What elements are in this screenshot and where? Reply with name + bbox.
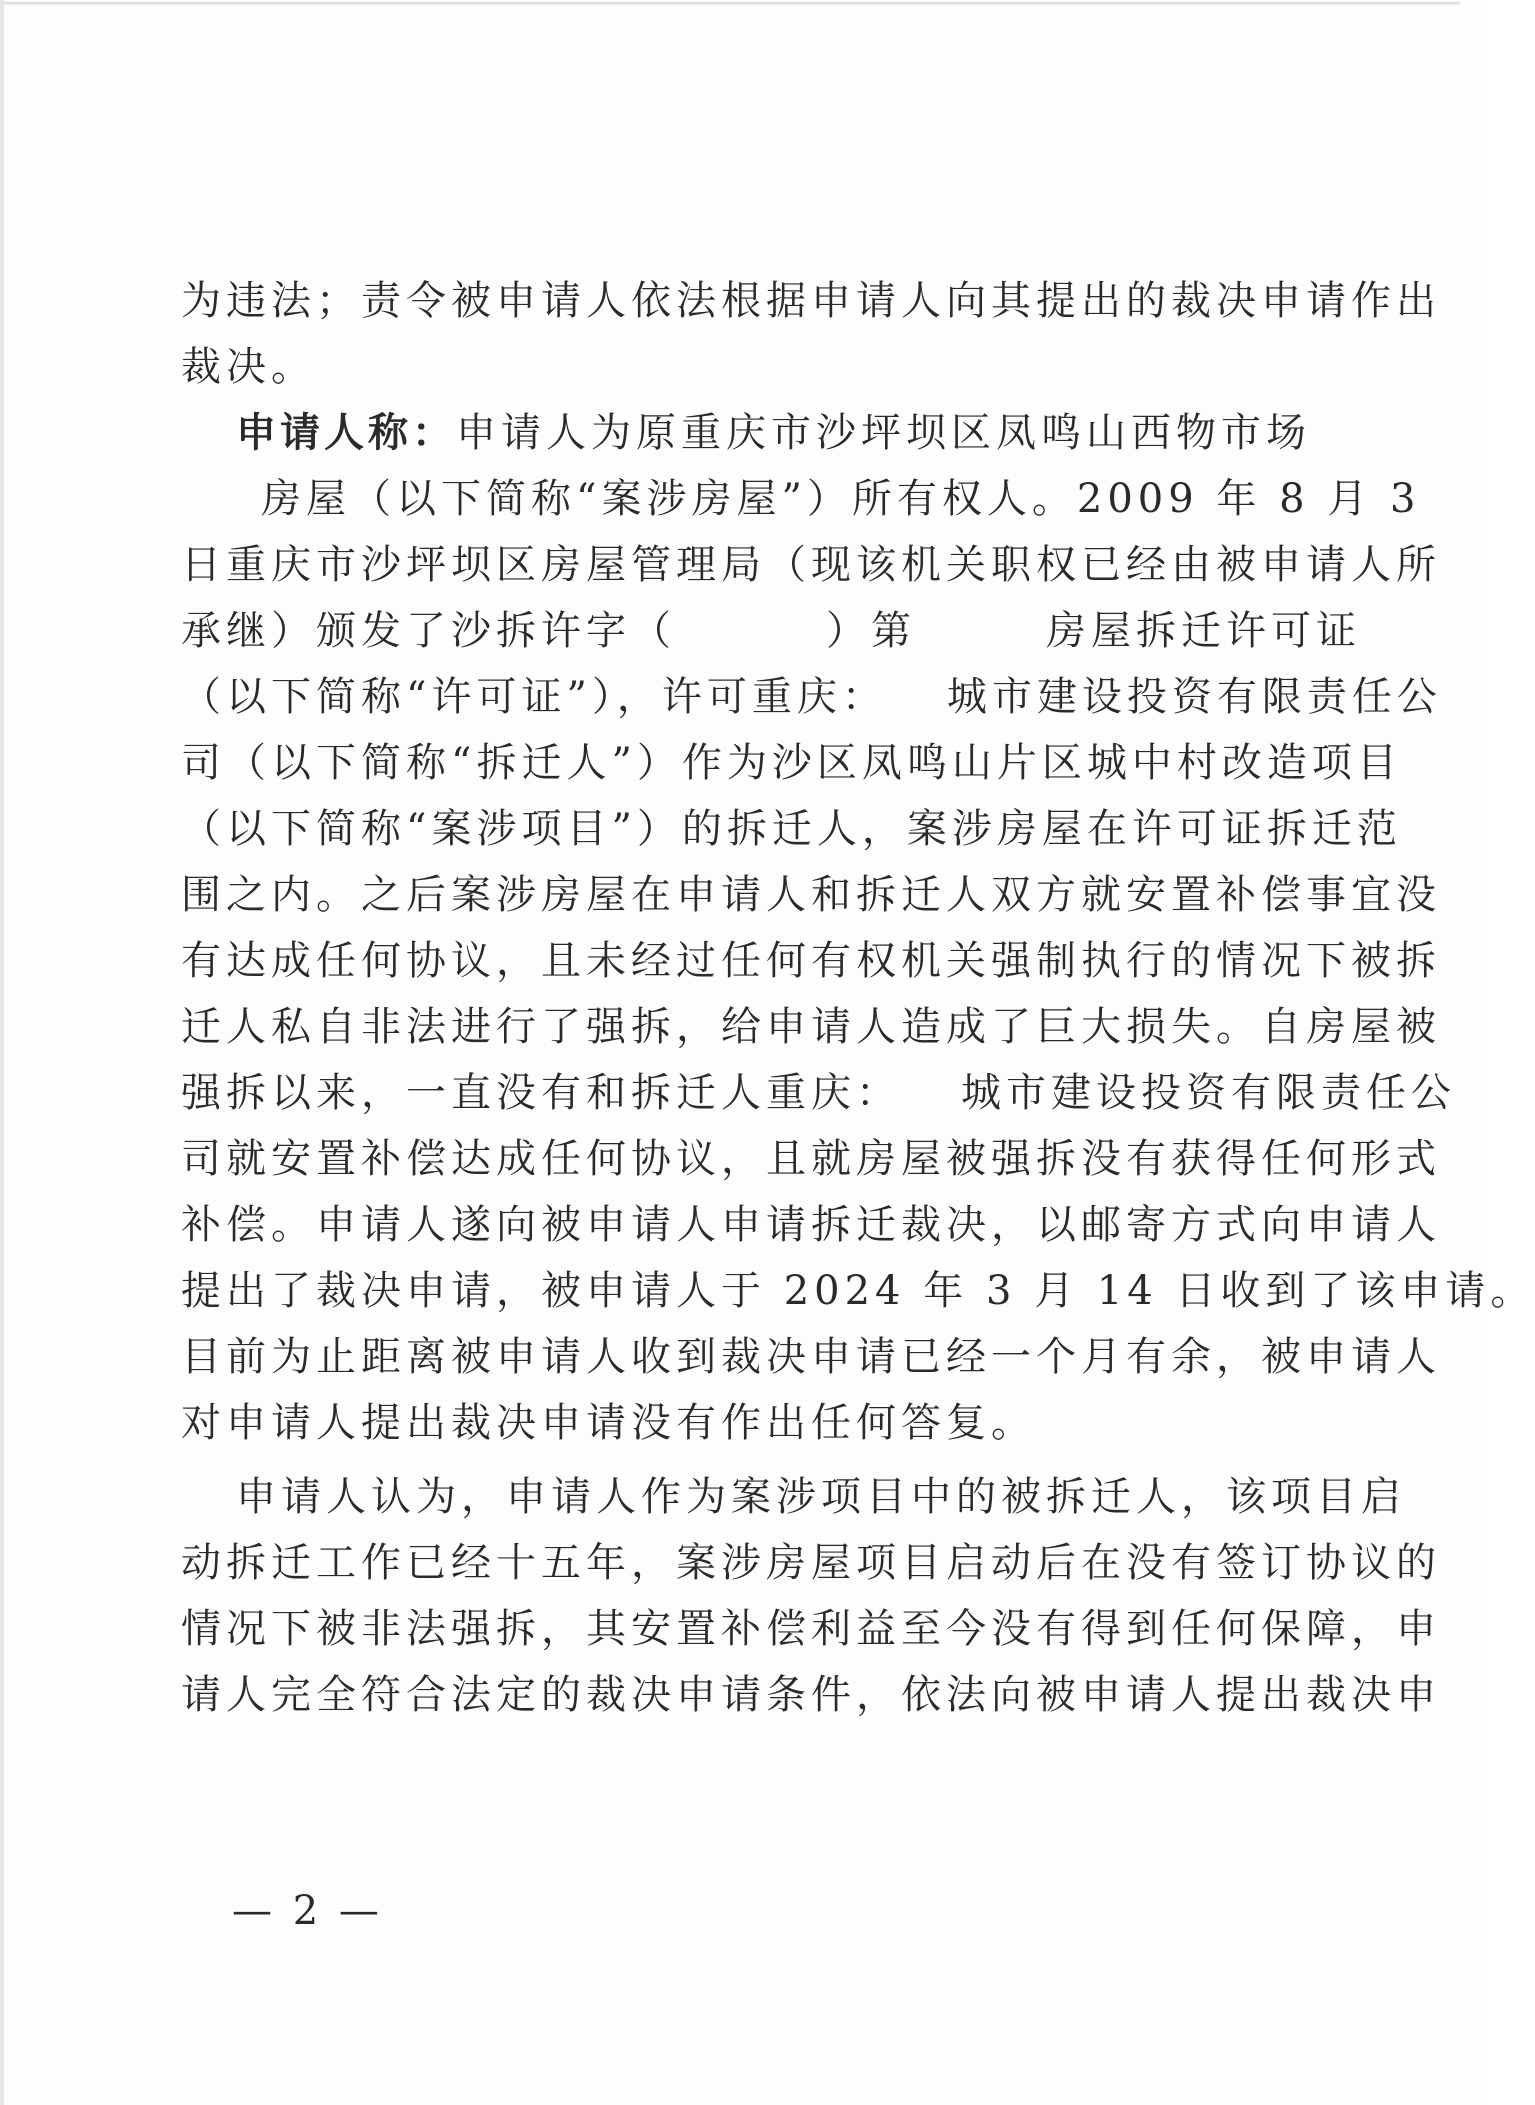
text-line: 房屋（以下简称“案涉房屋”）所有权人。2009 年 8 月 3 [261,476,1421,522]
text-line: 司就安置补偿达成任何协议，且就房屋被强拆没有获得任何形式 [181,1136,1441,1182]
text-line: 司（以下简称“拆迁人”）作为沙区凤鸣山片区城中村改造项目 [181,740,1402,786]
text-fragment: 城市建设投资有限责任公 [961,1070,1456,1116]
text-line-redacted [181,664,1442,730]
text-line: 围之内。之后案涉房屋在申请人和拆迁人双方就安置补偿事宜没 [181,872,1441,918]
text-line: （以下简称“案涉项目”）的拆迁人，案涉房屋在许可证拆迁范 [181,806,1402,852]
text-line: 动拆迁工作已经十五年，案涉房屋项目启动后在没有签订协议的 [181,1540,1441,1586]
text-line: 提出了裁决申请，被申请人于 2024 年 3 月 14 日收到了该申请。 [181,1268,1535,1314]
text-line: 为违法；责令被申请人依法根据申请人向其提出的裁决申请作出 [181,278,1441,324]
text-fragment: 城市建设投资有限责任公 [946,674,1442,720]
text-line-redacted [181,598,1361,664]
document-body [181,268,1535,1728]
text-fragment: 强拆以来，一直没有和拆迁人重庆： [181,1070,901,1116]
text-line: 裁决。 [181,344,316,390]
text-fragment: 承继）颁发了沙拆许字（ [181,608,676,654]
text-fragment: ）第 [826,608,916,654]
text-line: 情况下被非法强拆，其安置补偿利益至今没有得到任何保障，申 [181,1606,1441,1652]
text-line: 申请人认为，申请人作为案涉项目中的被拆迁人，该项目启 [236,1474,1406,1520]
paragraph-spacer [181,1456,1291,1464]
text-line: 日重庆市沙坪坝区房屋管理局（现该机关职权已经由被申请人所 [181,542,1441,588]
text-line: 有达成任何协议，且未经过任何有权机关强制执行的情况下被拆 [181,938,1441,984]
scan-top-edge [0,2,1460,5]
text-line: 补偿。申请人遂向被申请人申请拆迁裁决，以邮寄方式向申请人 [181,1202,1441,1248]
page-number: — 2 — [232,1888,383,1934]
text-line: 迁人私自非法进行了强拆，给申请人造成了巨大损失。自房屋被 [181,1004,1441,1050]
claim-first-line-text: 申请人为原重庆市沙坪坝区凤鸣山西物市场 [456,410,1311,456]
text-line-redacted [181,1060,1456,1126]
text-fragment: （以下简称“许可证”），许可重庆： [181,674,887,720]
text-fragment: 房屋拆迁许可证 [1046,608,1361,654]
text-line: 目前为止距离被申请人收到裁决申请已经一个月有余，被申请人 [181,1334,1441,1380]
claim-first-line [181,400,1311,466]
text-line: 对申请人提出裁决申请没有作出任何答复。 [181,1400,1036,1446]
claim-lead: 申请人称： [236,409,456,456]
scan-left-edge [0,0,4,2105]
text-line: 请人完全符合法定的裁决申请条件，依法向被申请人提出裁决申 [181,1672,1441,1718]
